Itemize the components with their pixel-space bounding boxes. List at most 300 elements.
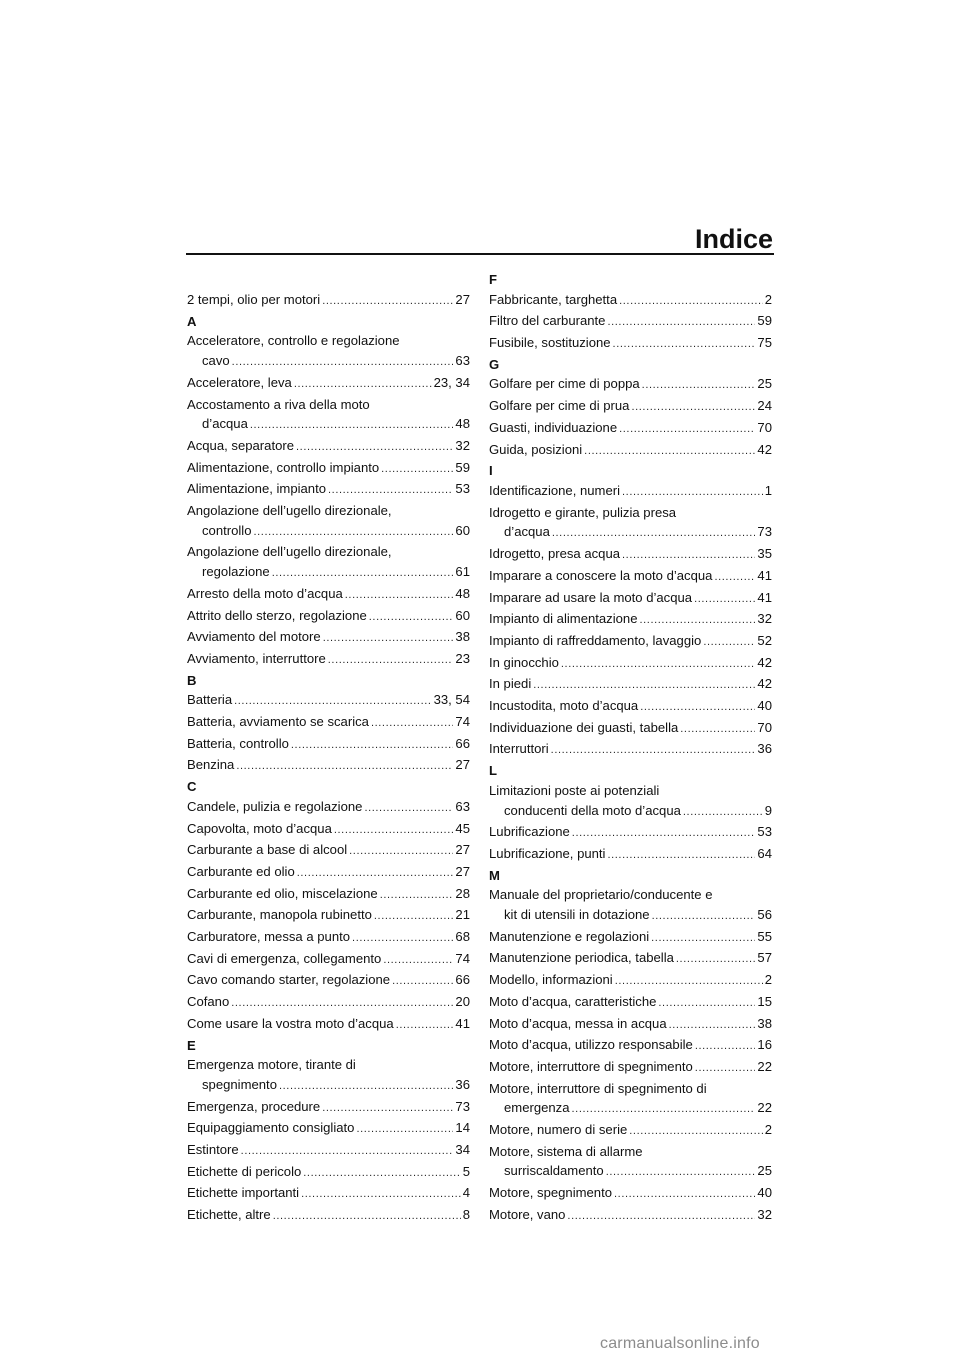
index-page-number: 22	[757, 1058, 772, 1074]
index-page-number: 25	[757, 1163, 772, 1179]
index-entry-text: Imparare ad usare la moto d’acqua	[489, 589, 693, 605]
index-entry-text: Acqua, separatore	[187, 437, 295, 453]
dot-leader	[323, 629, 454, 649]
index-page-number: 36	[757, 741, 772, 757]
index-page-number: 1	[764, 482, 772, 498]
dot-leader	[614, 1185, 755, 1205]
index-entry[interactable]	[187, 1014, 470, 1036]
index-entry-text: Moto d’acqua, caratteristiche	[489, 993, 657, 1009]
index-entry[interactable]	[187, 949, 470, 971]
index-entry-text: Motore, spegnimento	[489, 1185, 613, 1201]
index-entry[interactable]	[489, 631, 772, 653]
index-entry-text: Equipaggiamento consigliato	[187, 1120, 355, 1136]
index-page-number: 42	[757, 654, 772, 670]
index-letter-heading: G	[489, 356, 500, 372]
index-entry-text: kit di utensili in dotazione	[504, 907, 650, 923]
index-page-number: 59	[455, 459, 470, 475]
index-page-number: 48	[455, 416, 470, 432]
index-entry[interactable]	[489, 674, 772, 696]
index-entry-text: Emergenza motore, tirante di	[187, 1057, 356, 1073]
index-page-number: 41	[757, 567, 772, 583]
index-entry[interactable]	[187, 862, 470, 884]
dot-leader	[561, 655, 756, 675]
index-entry[interactable]	[187, 992, 470, 1014]
dot-leader	[552, 524, 756, 544]
index-page-number: 48	[455, 585, 470, 601]
dot-leader	[369, 608, 454, 628]
index-page-number: 27	[455, 863, 470, 879]
index-entry[interactable]	[489, 781, 772, 822]
index-entry[interactable]	[187, 1183, 470, 1205]
index-page-number: 27	[455, 757, 470, 773]
dot-leader	[606, 1163, 756, 1183]
index-entry-text: controllo	[202, 522, 252, 538]
dot-leader	[622, 483, 763, 503]
index-entry[interactable]	[489, 440, 772, 462]
index-entry-text: Golfare per cime di poppa	[489, 376, 640, 392]
index-entry-text: Incustodita, moto d’acqua	[489, 698, 639, 714]
index-entry[interactable]	[187, 1140, 470, 1162]
index-page-number: 63	[455, 353, 470, 369]
dot-leader	[652, 907, 756, 927]
index-page-number: 2	[764, 291, 772, 307]
index-page-number: 34	[455, 1142, 470, 1158]
index-page-number: 66	[455, 735, 470, 751]
dot-leader	[380, 886, 454, 906]
index-entry[interactable]	[187, 734, 470, 756]
index-page-number: 2	[764, 1122, 772, 1138]
index-entry[interactable]	[489, 1035, 772, 1057]
index-entry-text: Impianto di raffreddamento, lavaggio	[489, 632, 702, 648]
index-page-number: 23	[455, 650, 470, 666]
index-page-number: 32	[757, 1206, 772, 1222]
dot-leader	[273, 1207, 461, 1227]
index-entry-text: Acceleratore, controllo e regolazione	[187, 333, 400, 349]
page-title: Indice	[694, 224, 773, 254]
index-entry-text: regolazione	[202, 564, 270, 580]
index-entry[interactable]	[187, 970, 470, 992]
dot-leader	[551, 741, 756, 761]
index-entry-text: Manutenzione e regolazioni	[489, 928, 650, 944]
index-letter-heading: C	[187, 779, 197, 795]
dot-leader	[607, 846, 755, 866]
dot-leader	[272, 564, 454, 584]
index-entry[interactable]	[489, 718, 772, 740]
index-entry[interactable]	[489, 418, 772, 440]
index-entry-text: Carburante a base di alcool	[187, 842, 348, 858]
index-entry-text: Cavo comando starter, regolazione	[187, 972, 391, 988]
index-entry-text: Fusibile, sostituzione	[489, 335, 611, 351]
dot-leader	[631, 398, 755, 418]
index-page-number: 56	[757, 907, 772, 923]
index-entry-text: 2 tempi, olio per motori	[187, 292, 321, 307]
dot-leader	[584, 442, 755, 462]
dot-leader	[250, 416, 454, 436]
index-entry-text: Angolazione dell’ugello direzionale,	[187, 503, 392, 519]
dot-leader	[714, 568, 755, 588]
dot-leader	[254, 523, 454, 543]
index-entry-text: Guida, posizioni	[489, 441, 583, 457]
index-entry-text: Avviamento, interruttore	[187, 650, 326, 666]
index-page-number: 23, 34	[433, 374, 470, 390]
index-page-number: 8	[462, 1207, 470, 1223]
index-page-number: 21	[455, 907, 470, 923]
index-page-number: 70	[757, 719, 772, 735]
index-entry-text: Manutenzione periodica, tabella	[489, 950, 674, 966]
index-entry-text: Capovolta, moto d’acqua	[187, 820, 332, 836]
index-entry[interactable]	[187, 542, 470, 583]
index-entry-text: Fabbricante, targhetta	[489, 291, 618, 307]
index-entry-text: Etichette di pericolo	[187, 1163, 302, 1179]
index-entry[interactable]	[187, 840, 470, 862]
index-page-number: 63	[455, 798, 470, 814]
index-entry[interactable]	[187, 606, 470, 628]
index-page-number: 59	[757, 313, 772, 329]
dot-leader	[322, 292, 453, 312]
dot-leader	[695, 1059, 756, 1079]
index-page-number: 53	[757, 824, 772, 840]
dot-leader	[236, 757, 453, 777]
index-entry-text: Benzina	[187, 757, 235, 773]
index-letter-heading: F	[489, 272, 497, 287]
dot-leader	[328, 651, 454, 671]
index-entry[interactable]	[489, 503, 772, 544]
index-entry-text: In piedi	[489, 676, 532, 692]
dot-leader	[640, 698, 755, 718]
dot-leader	[642, 376, 756, 396]
index-page-number: 57	[757, 950, 772, 966]
index-entry[interactable]	[187, 331, 470, 372]
index-page-number: 68	[455, 929, 470, 945]
dot-leader	[234, 692, 431, 712]
dot-leader	[381, 460, 453, 480]
index-entry[interactable]	[489, 653, 772, 675]
index-entry[interactable]	[187, 927, 470, 949]
index-entry[interactable]	[489, 844, 772, 866]
index-page-number: 42	[757, 441, 772, 457]
index-page-number: 60	[455, 607, 470, 623]
index-entry-text: Alimentazione, controllo impianto	[187, 459, 380, 475]
index-column-left	[187, 290, 470, 1227]
index-entry[interactable]	[489, 696, 772, 718]
index-entry[interactable]	[489, 290, 772, 312]
index-entry-text: Modello, informazioni	[489, 972, 613, 988]
index-page-number: 28	[455, 885, 470, 901]
index-entry[interactable]	[187, 290, 470, 312]
index-entry-text: Estintore	[187, 1142, 239, 1158]
index-entry-text: Moto d’acqua, utilizzo responsabile	[489, 1037, 693, 1053]
dot-leader	[615, 972, 763, 992]
index-entry-text: Motore, interruttore di spegnimento di	[489, 1080, 707, 1096]
index-entry-text: In ginocchio	[489, 654, 559, 670]
index-page-number: 5	[462, 1163, 470, 1179]
index-entry[interactable]	[489, 311, 772, 333]
index-entry-text: Idrogetto e girante, pulizia presa	[489, 504, 677, 520]
dot-leader	[694, 590, 755, 610]
index-entry[interactable]	[187, 712, 470, 734]
index-entry[interactable]	[489, 948, 772, 970]
dot-leader	[231, 994, 453, 1014]
index-letter-heading: A	[187, 313, 197, 329]
index-entry[interactable]	[187, 1055, 470, 1096]
index-page-number: 16	[757, 1037, 772, 1053]
dot-leader	[669, 1016, 756, 1036]
index-page-number: 41	[757, 589, 772, 605]
index-entry[interactable]	[489, 970, 772, 992]
index-entry-text: Cofano	[187, 994, 230, 1010]
index-entry[interactable]	[489, 822, 772, 844]
index-page-number: 32	[455, 437, 470, 453]
index-page-number: 15	[757, 993, 772, 1009]
dot-leader	[639, 611, 755, 631]
index-entry-text: Identificazione, numeri	[489, 482, 621, 498]
dot-leader	[680, 720, 755, 740]
index-page-number: 74	[455, 950, 470, 966]
index-entry-text: d’acqua	[504, 524, 550, 540]
index-page-number: 40	[757, 1185, 772, 1201]
dot-leader	[392, 972, 453, 992]
index-entry[interactable]	[489, 992, 772, 1014]
index-entry-text: Motore, vano	[489, 1206, 566, 1222]
dot-leader	[695, 1037, 756, 1057]
index-entry-text: Emergenza, procedure	[187, 1098, 321, 1114]
index-page-number: 20	[455, 994, 470, 1010]
index-entry-text: Batteria, avviamento se scarica	[187, 714, 369, 730]
index-entry[interactable]	[489, 1142, 772, 1183]
dot-leader	[651, 929, 755, 949]
index-page-number: 27	[455, 292, 470, 307]
index-page-number: 61	[455, 564, 470, 580]
dot-leader	[241, 1142, 454, 1162]
dot-leader	[613, 335, 756, 355]
dot-leader	[658, 994, 755, 1014]
index-entry-text: Golfare per cime di prua	[489, 398, 630, 414]
index-page-number: 33, 54	[433, 692, 470, 708]
index-entry[interactable]	[489, 544, 772, 566]
index-entry[interactable]	[489, 588, 772, 610]
index-entry-text: Motore, interruttore di spegnimento	[489, 1058, 693, 1074]
index-page-number: 14	[455, 1120, 470, 1136]
dot-leader	[291, 736, 454, 756]
index-page-number: 73	[455, 1098, 470, 1114]
index-page-number: 66	[455, 972, 470, 988]
dot-leader	[383, 951, 453, 971]
dot-leader	[567, 1207, 755, 1227]
index-entry-text: Interruttori	[489, 741, 549, 757]
index-page-number: 42	[757, 676, 772, 692]
index-page-number: 35	[757, 546, 772, 562]
index-page-number: 4	[462, 1185, 470, 1201]
index-entry[interactable]	[489, 1183, 772, 1205]
index-entry-text: Carburatore, messa a punto	[187, 929, 351, 945]
index-entry-text: cavo	[202, 353, 230, 369]
index-entry[interactable]	[489, 481, 772, 503]
index-page-number: 36	[455, 1076, 470, 1092]
index-entry-text: Imparare a conoscere la moto d’acqua	[489, 567, 713, 583]
index-entry[interactable]	[489, 333, 772, 355]
index-entry[interactable]	[187, 501, 470, 542]
dot-leader	[703, 633, 755, 653]
index-page-number: 52	[757, 632, 772, 648]
index-page-number: 24	[757, 398, 772, 414]
index-page-number: 22	[757, 1100, 772, 1116]
index-page-number: 25	[757, 376, 772, 392]
index-entry-text: d’acqua	[202, 416, 248, 432]
dot-leader	[352, 929, 453, 949]
index-column-right	[489, 270, 772, 1227]
index-entry[interactable]	[489, 1057, 772, 1079]
index-entry[interactable]	[187, 1097, 470, 1119]
dot-leader	[334, 821, 454, 841]
dot-leader	[322, 1099, 453, 1119]
index-entry-text: Guasti, individuazione	[489, 419, 618, 435]
index-entry-text: Acceleratore, leva	[187, 374, 292, 390]
watermark-footer[interactable]: carmanualsonline.info	[600, 1335, 760, 1352]
index-page-number: 41	[455, 1015, 470, 1031]
index-page-number: 53	[455, 481, 470, 497]
index-entry-text: Accostamento a riva della moto	[187, 396, 370, 412]
index-entry-text: Carburante ed olio, miscelazione	[187, 885, 378, 901]
index-entry-text: Carburante ed olio	[187, 863, 295, 879]
index-entry-text: Lubrificazione, punti	[489, 845, 606, 861]
index-page-number: 75	[757, 335, 772, 351]
dot-leader	[371, 714, 453, 734]
index-entry[interactable]	[489, 739, 772, 761]
index-entry[interactable]	[187, 458, 470, 480]
index-entry-text: Etichette, altre	[187, 1207, 271, 1223]
index-page-number: 40	[757, 698, 772, 714]
index-entry-text: Idrogetto, presa acqua	[489, 546, 621, 562]
index-entry[interactable]	[489, 396, 772, 418]
index-letter-heading: I	[489, 463, 493, 479]
dot-leader	[572, 824, 756, 844]
index-entry-text: Batteria	[187, 692, 233, 708]
index-entry-text: Individuazione dei guasti, tabella	[489, 719, 679, 735]
dot-leader	[345, 586, 454, 606]
index-entry-text: Lubrificazione	[489, 824, 570, 840]
dot-leader	[619, 420, 755, 440]
index-entry[interactable]	[187, 436, 470, 458]
index-entry[interactable]	[489, 566, 772, 588]
dot-leader	[294, 375, 432, 395]
index-entry-text: Alimentazione, impianto	[187, 481, 327, 497]
index-entry-text: Motore, numero di serie	[489, 1122, 628, 1138]
index-page-number: 60	[455, 522, 470, 538]
index-entry[interactable]	[489, 885, 772, 926]
dot-leader	[296, 438, 453, 458]
index-page-number: 45	[455, 820, 470, 836]
dot-leader	[622, 546, 755, 566]
index-entry[interactable]	[489, 1205, 772, 1227]
index-page-number: 38	[455, 629, 470, 645]
dot-leader	[328, 481, 453, 501]
dot-leader	[301, 1185, 461, 1205]
index-entry[interactable]	[187, 1162, 470, 1184]
index-entry-text: Manuale del proprietario/conducente e	[489, 887, 713, 903]
index-entry[interactable]	[489, 1120, 772, 1142]
dot-leader	[356, 1120, 453, 1140]
index-entry[interactable]	[187, 627, 470, 649]
index-entry[interactable]	[187, 1118, 470, 1140]
dot-leader	[349, 842, 453, 862]
dot-leader	[303, 1164, 460, 1184]
index-entry[interactable]	[187, 649, 470, 671]
index-entry[interactable]	[187, 584, 470, 606]
index-entry[interactable]	[187, 690, 470, 712]
index-entry-text: conducenti della moto d’acqua	[504, 802, 681, 818]
index-entry-text: Motore, sistema di allarme	[489, 1143, 643, 1159]
dot-leader	[374, 907, 454, 927]
index-entry[interactable]	[187, 479, 470, 501]
index-entry-text: Etichette importanti	[187, 1185, 300, 1201]
index-page-number: 55	[757, 928, 772, 944]
index-entry-text: Carburante, manopola rubinetto	[187, 907, 372, 923]
index-page-number: 73	[757, 524, 772, 540]
index-entry-text: Moto d’acqua, messa in acqua	[489, 1015, 667, 1031]
index-entry[interactable]	[187, 1205, 470, 1227]
index-entry-text: Candele, pulizia e regolazione	[187, 798, 363, 814]
index-entry[interactable]	[489, 1079, 772, 1120]
index-letter-heading: B	[187, 672, 197, 688]
index-page-number: 27	[455, 842, 470, 858]
index-page-number: 64	[757, 845, 772, 861]
index-entry[interactable]	[187, 819, 470, 841]
index-entry-text: Avviamento del motore	[187, 629, 321, 645]
index-page-number: 74	[455, 714, 470, 730]
index-letter-heading: L	[489, 763, 497, 779]
index-entry[interactable]	[489, 609, 772, 631]
index-entry-text: emergenza	[504, 1100, 570, 1116]
index-entry[interactable]	[187, 395, 470, 436]
index-entry-text: Angolazione dell’ugello direzionale,	[187, 544, 392, 560]
index-page-number: 2	[764, 972, 772, 988]
index-entry-text: spegnimento	[202, 1076, 277, 1092]
index-page-number: 9	[764, 802, 772, 818]
dot-leader	[364, 799, 453, 819]
index-page-number: 70	[757, 419, 772, 435]
dot-leader	[232, 353, 454, 373]
dot-leader	[683, 803, 763, 823]
index-entry-text: Batteria, controllo	[187, 735, 289, 751]
index-entry-text: Arresto della moto d’acqua	[187, 585, 343, 601]
index-entry[interactable]	[187, 373, 470, 395]
dot-leader	[676, 950, 756, 970]
index-entry[interactable]	[489, 1014, 772, 1036]
index-entry[interactable]	[489, 374, 772, 396]
index-entry-text: Cavi di emergenza, collegamento	[187, 950, 382, 966]
index-entry-text: Limitazioni poste ai potenziali	[489, 782, 660, 798]
dot-leader	[607, 313, 755, 333]
index-entry-text: Filtro del carburante	[489, 313, 606, 329]
index-entry[interactable]	[187, 755, 470, 777]
index-entry-text: Come usare la vostra moto d’acqua	[187, 1015, 394, 1031]
index-entry[interactable]	[489, 927, 772, 949]
dot-leader	[629, 1122, 762, 1142]
dot-leader	[619, 292, 763, 312]
dot-leader	[279, 1077, 453, 1097]
index-entry[interactable]	[187, 884, 470, 906]
index-page-number: 32	[757, 611, 772, 627]
index-entry-text: Impianto di alimentazione	[489, 611, 638, 627]
index-entry[interactable]	[187, 797, 470, 819]
index-entry[interactable]	[187, 905, 470, 927]
dot-leader	[297, 864, 454, 884]
index-page-number: 38	[757, 1015, 772, 1031]
index-letter-heading: M	[489, 867, 500, 883]
dot-leader	[572, 1100, 756, 1120]
title-rule	[186, 253, 774, 255]
index-letter-heading: E	[187, 1037, 196, 1053]
